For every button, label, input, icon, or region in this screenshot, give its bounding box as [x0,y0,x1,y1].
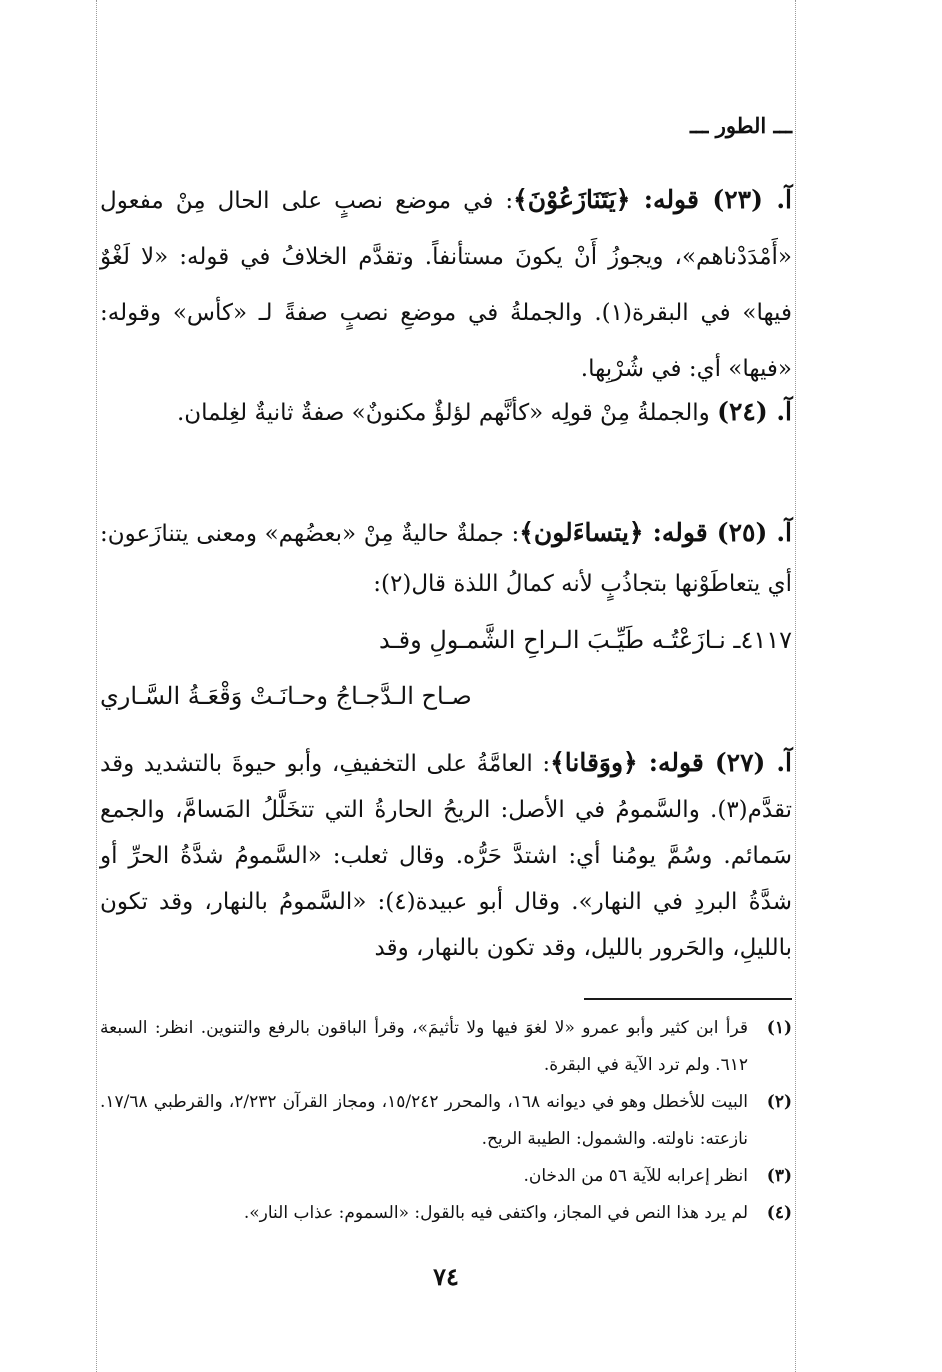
book-page [100,0,792,1372]
footnote-1 [100,1010,792,1084]
footnote-number: (١) [766,1018,792,1038]
footnote-text: لم يرد هذا النص في المجاز، واكتفى فيه بالقول: «السموم: عذاب النار». [243,1203,748,1223]
page-number: ٧٤ [433,1262,459,1291]
paragraph-text: : العامَّةُ على التخفيفِ، وأبو حيوةَ بالتشديد وقد تقدَّم(٣). والسَّمومُ في الأصل: الريحُ الحارةُ التي تتخَلَّلُ المَسامَّ، والجمع سَمائم. وسُمَّ يومُنا أي: اشتدَّ حَرُّه. وقال ثعلب: «السَّمومُ شدَّةُ الحرِّ أو شدَّةُ البردِ في النهار». وقال أبو عبيدة(٤): «السَّمومُ بالنهار، وقد تكون بالليلِ، والحَرور بالليل، وقد تكون بالنهار، وقد [100,751,792,961]
footnote-text: البيت للأخطل وهو في ديوانه ١٦٨، والمحرر ١٥/٢٤٢، ومجاز القرآن ٢/٢٣٢، والقرطبي ١٧/٦٨. نازعته: ناولته. والشمول: الطيبة الريح. [100,1092,748,1149]
footnote-text: انظر إعرابه للآية ٥٦ من الدخان. [523,1166,748,1186]
paragraph-verse-24 [100,384,792,441]
left-margin-guide [96,0,97,1372]
paragraph-verse-25 [100,508,792,609]
paragraph-lead: آ. (٢٧) قوله: ﴿ووَقانا﴾ [550,748,792,777]
paragraph-lead: آ. (٢٤) [717,397,792,426]
footnote-number: (٣) [766,1166,792,1186]
paragraph-text: : جملةٌ حاليةٌ مِنْ «بعضُهم» ومعنى يتنازَعون: أي يتعاطَوْنها بتجاذُبٍ لأنه كمالُ اللذة قال(٢): [100,521,792,597]
paragraph-verse-23 [100,172,792,397]
paragraph-text: والجملةُ مِنْ قولِه «كأنَّهم لؤلؤٌ مكنونٌ» صفةٌ ثانيةٌ لغِلمان. [176,400,710,426]
running-head: ـــ الطور ـــ [690,113,792,138]
right-margin-guide [795,0,796,1372]
poetry-verse-line-1: ٤١١٧ـ نـازَعْتُـه طَيِّـبَ الـراحِ الشَّمـولِ وقـد [379,626,792,654]
paragraph-lead: آ. (٢٥) قوله: ﴿يتساءَلون﴾ [519,518,793,547]
paragraph-verse-27 [100,740,792,971]
footnote-separator [584,998,792,1000]
paragraph-text: : في موضع نصبٍ على الحال مِنْ مفعول «أَمْدَدْناهم»، ويجوزُ أَنْ يكونَ مستأنفاً. وتقدَّم الخلافُ في قوله: «لا لَغْوٌ فيها» في البقرة(١). والجملةُ في موضعِ نصبٍ صفةً لـ «كأس» وقوله: «فيها» أي: في شُرْبِها. [100,188,792,382]
poetry-verse-line-2: صـاح الـدَّجـاجُ وحـانَـتْ وَقْعَـةُ السَّـاري [100,682,472,710]
footnote-3 [100,1158,792,1195]
footnote-4 [100,1195,792,1232]
footnotes [100,1010,792,1232]
footnote-number: (٤) [766,1203,792,1223]
footnote-number: (٢) [766,1092,792,1112]
paragraph-lead: آ. (٢٣) قوله: ﴿يَتَنَازَعُوْنَ﴾ [513,185,792,214]
footnote-2 [100,1084,792,1158]
footnote-text: قرأ ابن كثير وأبو عمرو «لا لغوَ فيها ولا تأثيمَ»، وقرأ الباقون بالرفع والتنوين. انظر: السبعة ٦١٢. ولم ترد الآية في البقرة. [100,1018,748,1075]
